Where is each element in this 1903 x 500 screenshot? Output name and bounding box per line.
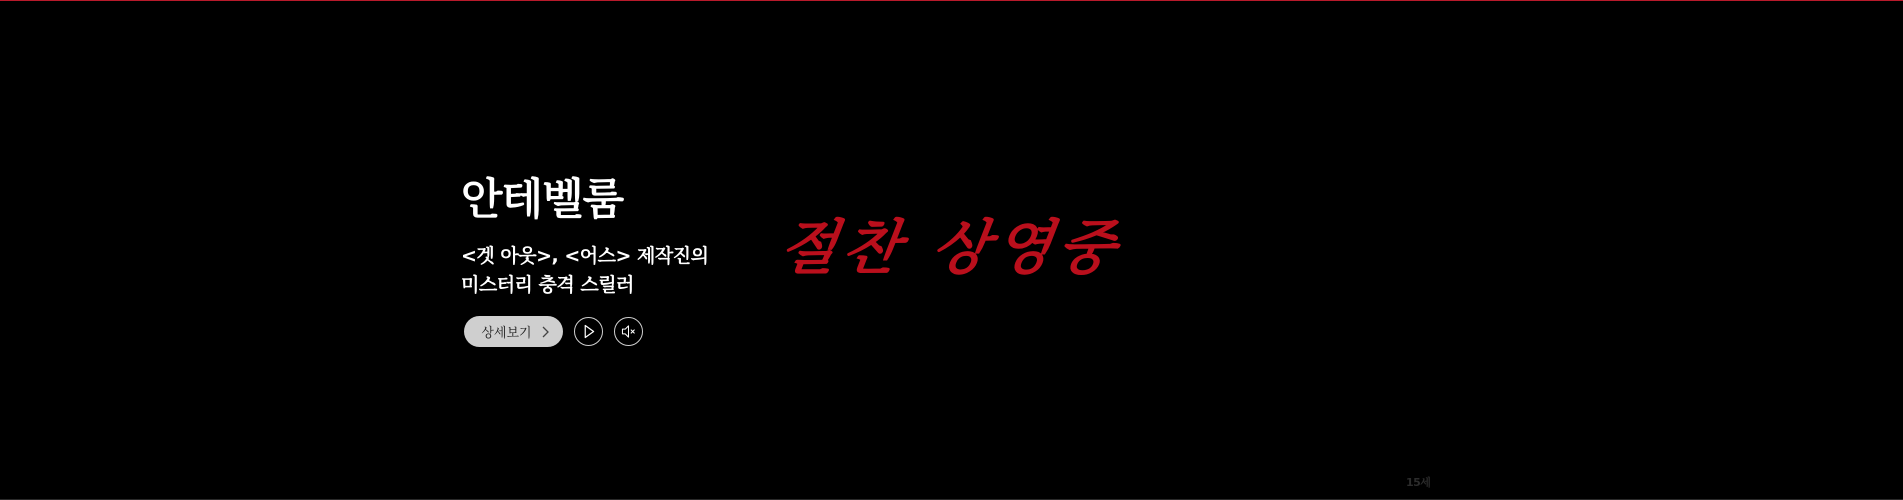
stamp-word-2: 상영중	[927, 213, 1126, 282]
tagline-line-2: 미스터리 충격 스릴러	[461, 274, 634, 296]
now-showing-stamp	[774, 208, 1126, 288]
detail-button-label: 상세보기	[481, 326, 532, 341]
age-rating-badge: 15세	[1406, 476, 1431, 489]
play-button[interactable]	[574, 317, 603, 346]
play-icon	[575, 317, 602, 346]
movie-tagline	[461, 242, 708, 300]
mute-button[interactable]	[614, 317, 643, 346]
stamp-word-1: 절찬	[775, 213, 911, 282]
movie-title: 안테벨룸	[461, 175, 624, 225]
tagline-line-1: <겟 아웃>, <어스> 제작진의	[461, 245, 709, 267]
speaker-muted-icon	[615, 317, 642, 346]
detail-button[interactable]	[464, 316, 563, 347]
hero-actions	[464, 316, 643, 347]
chevron-right-icon	[540, 326, 550, 338]
top-accent-line	[0, 0, 1903, 1]
